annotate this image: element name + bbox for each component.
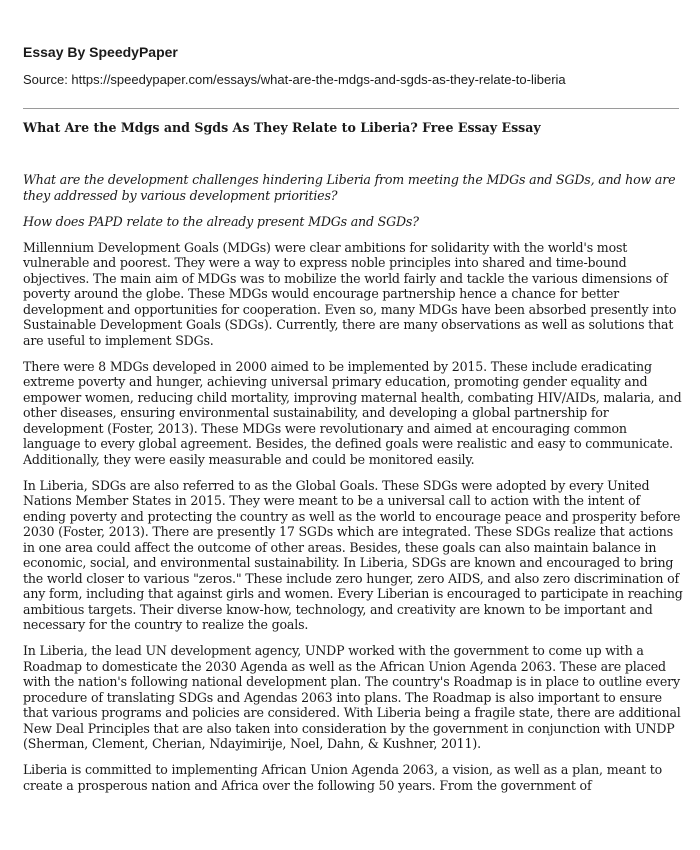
essay-paragraph: There were 8 MDGs developed in 2000 aimed to be implemented by 2015. These include eradicating extreme poverty and hunger, achieving universal primary education, promoting gender equality and empower women, reducing child mortality, improving maternal health, combating HIV/AIDs, malaria, and other diseases, ensuring environmental sustainability, and developing a global partnership for development (Foster, 2013). These MDGs were revolutionary and aimed at encouraging common language to every global agreement. Besides, the defined goals were realistic and easy to communicate. Additionally, they were easily measurable and could be monitored easily. (23, 358, 682, 467)
essay-body (23, 172, 685, 804)
essay-paragraph: In Liberia, the lead UN development agency, UNDP worked with the government to come up with a Roadmap to domesticate the 2030 Agenda as well as the African Union Agenda 2063. These are placed with the nation's following national development plan. The country's Roadmap is in place to outline every procedure of translating SDGs and Agendas 2063 into plans. The Roadmap is also important to ensure that various programs and policies are considered. With Liberia being a fragile state, there are additional New Deal Principles that are also taken into consideration by the government in conjunction with UNDP (Sherman, Clement, Cherian, Ndayimirije, Noel, Dahn, & Kushner, 2011). (23, 643, 681, 751)
essay-question: How does PAPD relate to the already present MDGs and SGDs? (23, 213, 419, 229)
essay-question: What are the development challenges hindering Liberia from meeting the MDGs and SGDs, and how are they addressed by various development priorities? (23, 172, 676, 203)
essay-title: What Are the Mdgs and Sgds As They Relate to Liberia? Free Essay Essay (23, 120, 541, 135)
essay-paragraph: In Liberia, SDGs are also referred to as the Global Goals. These SDGs were adopted by every United Nations Member States in 2015. They were meant to be a universal call to action with the intent of ending poverty and protecting the country as well as the world to encourage peace and prosperity before 2030 (Foster, 2013). There are presently 17 SGDs which are integrated. These SDGs realize that actions in one area could affect the outcome of other areas. Besides, these goals can also maintain balance in economic, social, and environmental sustainability. In Liberia, SDGs are known and encouraged to bring the world closer to various "zeros." These include zero hunger, zero AIDS, and also zero discrimination of any form, including that against girls and women. Every Liberian is encouraged to participate in reaching ambitious targets. Their diverse know-how, technology, and creativity are known to be important and necessary for the country to realize the goals. (23, 477, 683, 632)
source-line: Source: https://speedypaper.com/essays/what-are-the-mdgs-and-sgds-as-they-relate-to-liberia (23, 72, 566, 87)
brand-heading: Essay By SpeedyPaper (23, 44, 178, 60)
essay-paragraph: Millennium Development Goals (MDGs) were clear ambitions for solidarity with the world's most vulnerable and poorest. They were a way to express noble principles into shared and time-bound objectives. The main aim of MDGs was to mobilize the world fairly and tackle the various dimensions of poverty around the globe. These MDGs would encourage partnership hence a chance for better development and opportunities for cooperation. Even so, many MDGs have been absorbed presently into Sustainable Development Goals (SDGs). Currently, there are many observations as well as solutions that are useful to implement SDGs. (23, 239, 677, 348)
essay-paragraph: Liberia is committed to implementing African Union Agenda 2063, a vision, as well as a plan, meant to create a prosperous nation and Africa over the following 50 years. From the government of (23, 762, 662, 793)
header-divider (23, 108, 679, 109)
